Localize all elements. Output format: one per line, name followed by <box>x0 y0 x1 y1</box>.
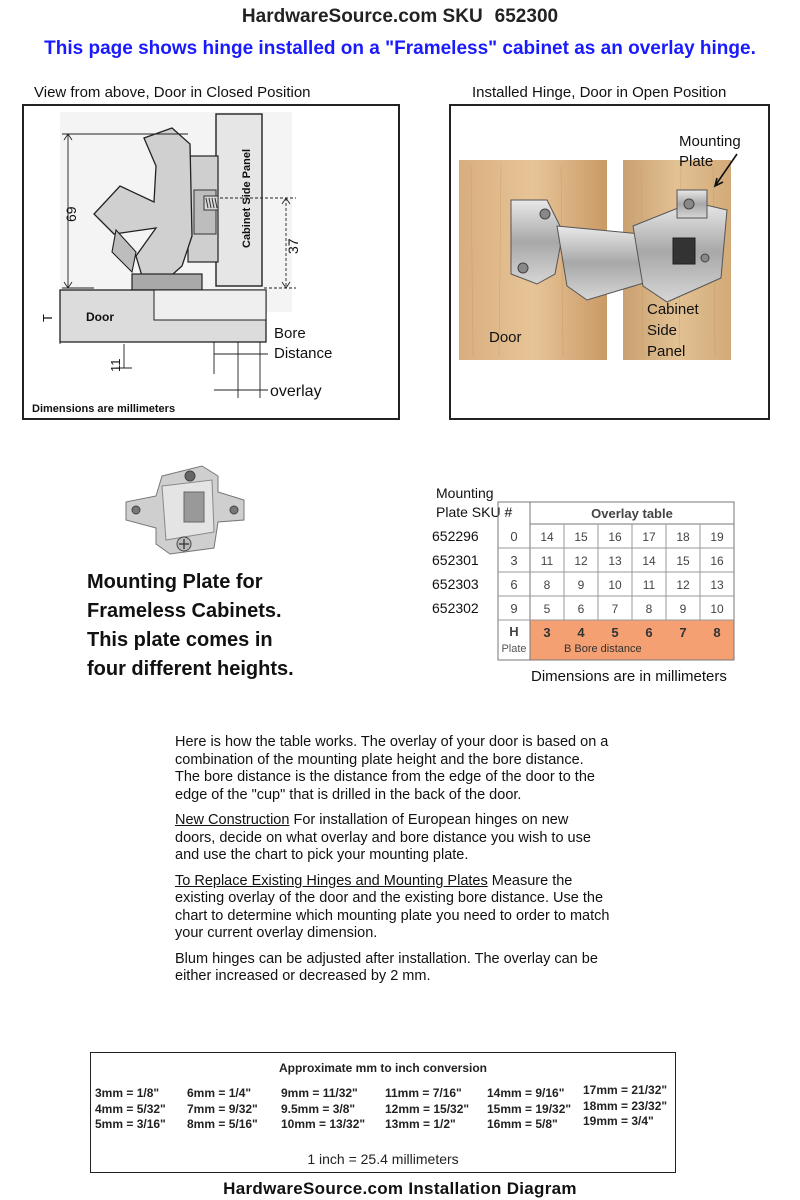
overlay-value: 11 <box>642 578 656 592</box>
diagram-caption: View from above, Door in Closed Position <box>34 84 311 101</box>
overlay-value: 10 <box>710 602 724 616</box>
conversion-entry: 14mm = 9/16" <box>487 1086 565 1100</box>
new-construction-heading: New Construction <box>175 812 290 828</box>
conversion-entry: 19mm = 3/4" <box>583 1114 654 1128</box>
conversion-column <box>583 1083 667 1130</box>
conversion-column <box>385 1086 469 1133</box>
screw-icon <box>204 196 218 210</box>
plate-caption-line: four different heights. <box>87 658 294 680</box>
inch-conversion: 1 inch = 25.4 millimeters <box>307 1151 459 1167</box>
overlay-value: 14 <box>540 530 554 544</box>
instructions <box>175 734 610 994</box>
dim-11-label: 11 <box>108 358 123 372</box>
overlay-value: 15 <box>676 554 690 568</box>
mounting-plate-image <box>122 462 248 558</box>
conversion-title: Approximate mm to inch conversion <box>278 1061 488 1075</box>
conversion-entry: 4mm = 5/32" <box>95 1101 166 1116</box>
plate-caption-line: Frameless Cabinets. <box>87 600 282 622</box>
plate-height: 9 <box>510 601 518 616</box>
overlay-value: 7 <box>611 602 619 616</box>
bore-value: 4 <box>577 625 585 640</box>
overlay-value: 9 <box>679 602 687 616</box>
overlay-value: 16 <box>710 554 724 568</box>
photo-cabinet-label: Cabinet <box>647 301 699 318</box>
conversion-entry: 5mm = 3/16" <box>95 1117 166 1131</box>
conversion-entry: 11mm = 7/16" <box>385 1086 462 1100</box>
conversion-entry: 15mm = 19/32" <box>487 1101 572 1116</box>
conversion-column <box>487 1086 571 1133</box>
distance-label: Distance <box>274 345 333 362</box>
overlay-value: 13 <box>608 554 622 568</box>
plate-sku: 652302 <box>432 600 479 616</box>
conversion-entry: 9mm = 11/32" <box>281 1086 358 1100</box>
mounting-plate-caption <box>87 568 347 684</box>
conversion-entry: 17mm = 21/32" <box>583 1083 668 1097</box>
h-label: H <box>509 624 519 639</box>
overlay-value: 13 <box>710 578 724 592</box>
overlay-value: 17 <box>642 530 656 544</box>
photo-mounting-label: Mounting <box>679 133 741 150</box>
overlay-table <box>430 482 750 692</box>
overlay-value: 19 <box>710 530 724 544</box>
photo-side-label: Side <box>647 322 678 339</box>
brand-label: HardwareSource.com SKU <box>241 6 483 27</box>
conversion-column <box>95 1086 166 1133</box>
installed-hinge-drawing <box>451 106 768 418</box>
plate-sku: 652303 <box>432 576 479 592</box>
plate-height: 6 <box>510 577 518 592</box>
door-label: Door <box>86 310 114 324</box>
new-construction-body: For installation of European hinges on new doors, decide on what overlay and bore distance you wish to use and use the chart to pick your mounting plate. <box>175 812 591 863</box>
adjustment-note: Blum hinges can be adjusted after installation. The overlay can be either increased or decreased by 2 mm. <box>175 950 598 984</box>
bore-value: 8 <box>713 625 721 640</box>
overlay-value: 8 <box>645 602 653 616</box>
replace-body: Measure the existing overlay of the door and the existing bore distance. Use the chart to determine which mounting plate you need to order to match your current overlay dimension. <box>175 872 610 941</box>
bore-value: 6 <box>645 625 653 640</box>
conversion-column <box>187 1086 258 1133</box>
instructions-intro: Here is how the table works. The overlay of your door is based on a combination of the mounting plate height and the bore distance. The bore distance is the distance from the edge of the door to the edge of the "cup" that is drilled in the back of the door. <box>175 734 609 803</box>
overlay-value: 14 <box>642 554 656 568</box>
overlay-table-grid <box>430 482 750 668</box>
plate-height: 3 <box>510 553 518 568</box>
bore-value: 3 <box>543 625 551 640</box>
photo-panel-label: Panel <box>647 343 686 360</box>
overlay-value: 5 <box>543 602 551 616</box>
overlay-value: 10 <box>608 578 622 592</box>
mounting-plate-icon <box>122 462 248 558</box>
overlay-label: overlay <box>270 383 322 400</box>
conversion-entry: 8mm = 5/16" <box>187 1117 258 1131</box>
sku-number: 652300 <box>494 6 559 27</box>
conversion-entry: 16mm = 5/8" <box>487 1117 558 1131</box>
conversion-entry: 9.5mm = 3/8" <box>281 1101 356 1116</box>
conversion-entry: 7mm = 9/32" <box>187 1101 258 1116</box>
overlay-value: 6 <box>577 602 585 616</box>
plate-height: 0 <box>510 529 518 544</box>
conversion-entry: 3mm = 1/8" <box>95 1086 160 1100</box>
overlay-value: 12 <box>574 554 588 568</box>
sku-header-line2: Plate SKU # <box>436 504 513 520</box>
overlay-table-title: Overlay table <box>591 506 673 521</box>
conversion-column <box>281 1086 365 1133</box>
overlay-value: 8 <box>543 578 551 592</box>
conversion-entry: 10mm = 13/32" <box>281 1117 366 1131</box>
page-footer: HardwareSource.com Installation Diagram <box>223 1179 577 1198</box>
dim-t-label: T <box>40 314 55 322</box>
overlay-value: 9 <box>577 578 585 592</box>
photo-plate-label: Plate <box>679 153 714 170</box>
side-panel-label: Cabinet Side Panel <box>241 148 253 248</box>
overlay-value: 18 <box>676 530 690 544</box>
dim-69-label: 69 <box>63 206 79 222</box>
page-title <box>0 6 800 28</box>
overlay-table-footnote: Dimensions are in millimeters <box>531 668 727 685</box>
overlay-value: 11 <box>540 554 554 568</box>
overlay-value: 15 <box>574 530 588 544</box>
plate-caption-line: This plate comes in <box>87 629 273 651</box>
conversion-table <box>90 1052 676 1173</box>
conversion-entry: 12mm = 15/32" <box>385 1101 470 1116</box>
conversion-entry: 13mm = 1/2" <box>385 1117 456 1131</box>
overlay-value: 16 <box>608 530 622 544</box>
installed-hinge-photo <box>449 104 770 420</box>
dimensions-note: Dimensions are millimeters <box>32 403 176 415</box>
plate-sku: 652301 <box>432 552 479 568</box>
bore-distance-label: B Bore distance <box>564 643 642 655</box>
photo-door-label: Door <box>489 329 522 346</box>
plate-sku: 652296 <box>432 528 479 544</box>
bore-value: 7 <box>679 625 687 640</box>
page-subtitle: This page shows hinge installed on a "Frameless" cabinet as an overlay hinge. <box>44 38 756 59</box>
replace-paragraph <box>175 873 610 943</box>
conversion-entry: 18mm = 23/32" <box>583 1098 668 1113</box>
replace-heading: To Replace Existing Hinges and Mounting Plates <box>175 872 488 889</box>
hinge-diagram-drawing <box>24 106 398 418</box>
overlay-value: 12 <box>676 578 690 592</box>
dim-37-label: 37 <box>285 238 301 254</box>
photo-caption: Installed Hinge, Door in Open Position <box>472 84 727 101</box>
plate-caption-line: Mounting Plate for <box>87 571 263 593</box>
plate-label: Plate <box>501 643 527 655</box>
new-construction-paragraph <box>175 812 610 865</box>
bore-label: Bore <box>274 325 306 342</box>
hinge-diagram <box>22 104 400 420</box>
conversion-entry: 6mm = 1/4" <box>187 1086 252 1100</box>
bore-value: 5 <box>611 625 619 640</box>
sku-header-line1: Mounting <box>436 485 494 501</box>
